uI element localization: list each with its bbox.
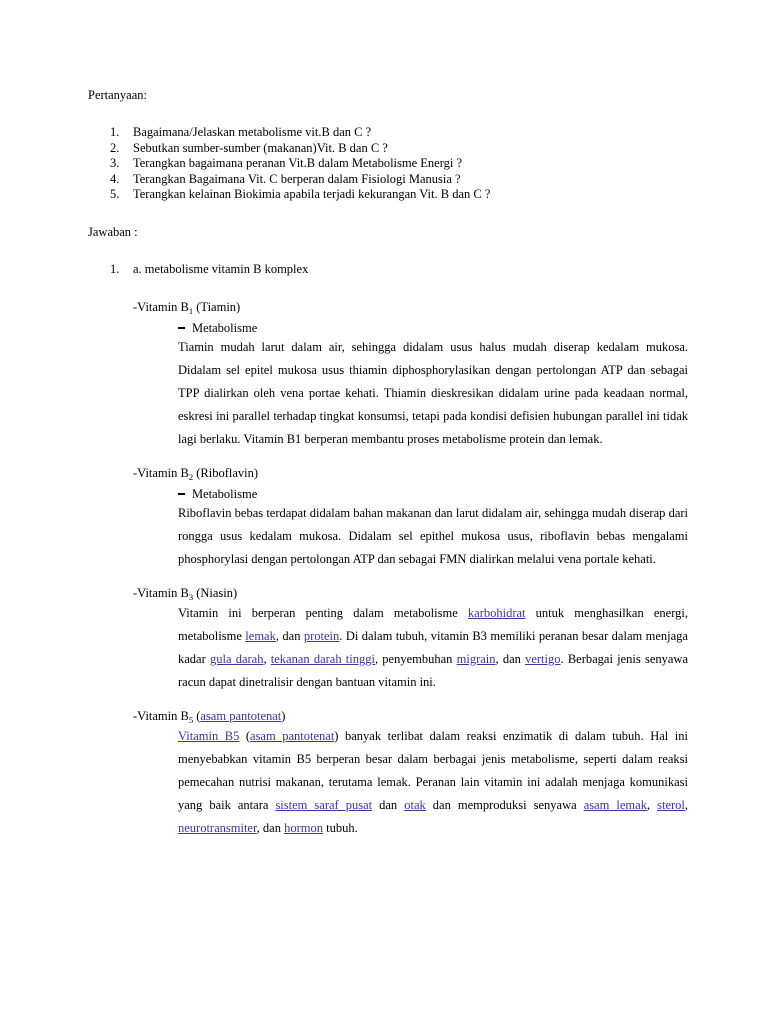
answer-item-text: a. metabolisme vitamin B komplex (133, 261, 309, 276)
vitamin-heading-suffix: (Riboflavin) (193, 466, 259, 480)
dash-bullet-icon (178, 327, 185, 329)
vitamin-heading-subscript: 1 (188, 306, 194, 316)
metabolism-subheading (178, 486, 688, 502)
section-paragraph (178, 602, 688, 694)
question-text: Bagaimana/Jelaskan metabolisme vit.B dan C ? (133, 125, 372, 139)
inline-text: Vitamin ini berperan penting dalam metabolisme (178, 606, 468, 620)
question-item (88, 156, 688, 172)
inline-link[interactable]: lemak (245, 629, 276, 643)
inline-text: ( (239, 729, 251, 743)
inline-text: ) banyak terlibat dalam reaksi enzimatik di dalam tubuh. Hal ini menyebabkan vitamin B5 berperan besar dalam berbagai jenis metabolisme, seperti dalam reaksi pemecahan nutrisi makanan, terutama lemak. Peranan lain vitamin ini adalah menjaga komunikasi yang baik antara (178, 729, 688, 812)
inline-link[interactable]: hormon (284, 821, 323, 835)
inline-text: ( (193, 709, 201, 723)
question-item (88, 187, 688, 203)
inline-link[interactable]: sistem saraf pusat (275, 798, 373, 812)
inline-text: dan (372, 798, 405, 812)
inline-link[interactable]: gula darah (209, 652, 264, 666)
questions-heading: Pertanyaan: (88, 88, 148, 102)
vitamin-heading-prefix: -Vitamin B (133, 586, 189, 600)
inline-link[interactable]: vertigo (525, 652, 561, 666)
section-paragraph: Riboflavin bebas terdapat didalam bahan makanan dan larut didalam air, sehingga mudah diserap dari rongga usus kedalam mukosa. Didalam sel epithel mukosa usus, riboflavin bebas mengalami phosphorylasi dengan pertolongan ATP dan sebagai FMN dialirkan melalui vena portale kehati. (178, 506, 688, 566)
question-item (88, 141, 688, 157)
section-paragraph: Tiamin mudah larut dalam air, sehingga didalam usus halus mudah diserap kedalam mukosa. Didalam sel epitel mukosa usus thiamin diphosphorylasikan dengan pertolongan ATP dan sebagai TPP dialirkan oleh vena portae kehati. Thiamin dieskresikan didalam urine pada keadaan normal, eskresi ini parallel terhadap tingkat konsumsi, tetapi pada kondisi defisien hubungan parallel ini tidak lagi berlaku. Vitamin B1 berperan membantu proses metabolisme protein dan lemak. (178, 340, 688, 446)
vitamin-heading (133, 585, 688, 602)
question-number: 2. (110, 140, 120, 155)
inline-link[interactable]: migrain (456, 652, 496, 666)
vitamin-heading-prefix: -Vitamin B (133, 709, 189, 723)
inline-text: . Di dalam tubuh, vitamin B3 memiliki peranan besar dalam menjaga kadar (178, 629, 688, 666)
vitamin-heading (133, 465, 688, 482)
inline-text: tubuh. (322, 821, 358, 835)
spacer (88, 694, 688, 708)
inline-link[interactable]: karbohidrat (467, 606, 526, 620)
vitamin-heading-prefix: -Vitamin B (133, 466, 189, 480)
inline-link[interactable]: neurotransmiter (178, 821, 257, 835)
inline-text: , (646, 798, 658, 812)
question-list (88, 125, 688, 203)
question-number: 3. (110, 156, 120, 170)
inline-text: , penyembuhan (374, 652, 457, 666)
vitamin-heading (133, 299, 688, 316)
inline-text: , dan (495, 652, 526, 666)
spacer (88, 103, 688, 125)
question-text: Terangkan Bagaimana Vit. C berperan dalam Fisiologi Manusia ? (133, 171, 461, 186)
spacer (88, 451, 688, 465)
vitamin-heading-suffix: (Tiamin) (193, 300, 241, 314)
dash-bullet-icon (178, 493, 185, 495)
inline-link[interactable]: tekanan darah tinggi (270, 652, 375, 666)
metabolism-label: Metabolisme (192, 321, 258, 335)
vitamin-sections (88, 285, 688, 840)
inline-link[interactable]: asam lemak (583, 798, 647, 812)
question-item (88, 125, 688, 141)
inline-text: , dan (256, 821, 285, 835)
vitamin-heading-subscript: 3 (188, 592, 194, 602)
question-number: 4. (110, 171, 120, 186)
section-paragraph (178, 725, 688, 840)
spacer (88, 277, 688, 285)
inline-link[interactable]: asam pantotenat (200, 709, 282, 723)
answer-item-1 (88, 262, 688, 278)
vitamin-heading-suffix: (Niasin) (193, 586, 238, 600)
spacer (88, 285, 688, 299)
question-number: 5. (110, 187, 120, 201)
metabolism-subheading (178, 320, 688, 336)
spacer (88, 203, 688, 225)
question-text: Terangkan bagaimana peranan Vit.B dalam Metabolisme Energi ? (133, 156, 463, 170)
inline-text: dan memproduksi senyawa (425, 798, 584, 812)
inline-link[interactable]: protein (303, 629, 340, 643)
document-content (88, 88, 688, 840)
vitamin-heading-subscript: 5 (188, 715, 194, 725)
inline-text: , (684, 798, 689, 812)
question-number: 1. (110, 125, 120, 139)
question-text: Terangkan kelainan Biokimia apabila terjadi kekurangan Vit. B dan C ? (133, 187, 491, 201)
question-item (88, 172, 688, 188)
metabolism-label: Metabolisme (192, 487, 258, 501)
question-text: Sebutkan sumber-sumber (makanan)Vit. B dan C ? (133, 140, 388, 155)
inline-link[interactable]: Vitamin B5 (178, 729, 240, 743)
inline-link[interactable]: asam pantotenat (250, 729, 335, 743)
inline-text: untuk menghasilkan energi, metabolisme (178, 606, 688, 643)
inline-text: , (263, 652, 271, 666)
answers-heading: Jawaban : (88, 224, 138, 239)
inline-link[interactable]: otak (404, 798, 426, 812)
inline-text: . Berbagai jenis senyawa racun dapat dinetralisir dengan bantuan vitamin ini. (178, 652, 688, 689)
inline-text: ) (281, 709, 286, 723)
spacer (88, 571, 688, 585)
vitamin-heading-subscript: 2 (188, 472, 194, 482)
vitamin-heading (133, 708, 688, 725)
spacer (88, 240, 688, 262)
inline-link[interactable]: sterol (657, 798, 685, 812)
inline-text: , dan (275, 629, 304, 643)
vitamin-heading-prefix: -Vitamin B (133, 300, 189, 314)
answer-item-number: 1. (110, 261, 120, 276)
